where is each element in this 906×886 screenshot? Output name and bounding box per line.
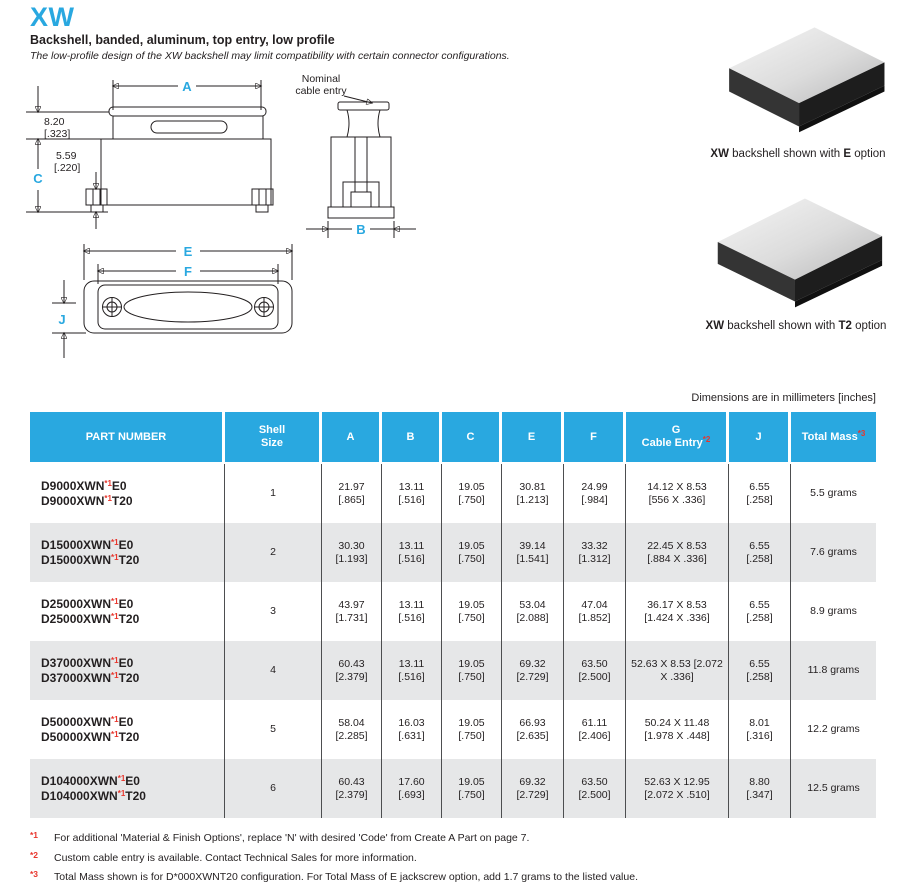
cell-g [626, 582, 729, 641]
mm: 19.05 [458, 539, 485, 552]
pn-line: D104000XWN$^{*1}$T20 [41, 788, 146, 803]
in: [1.312] [578, 552, 611, 565]
cell-f [564, 523, 626, 582]
dim-label-j: J [58, 312, 66, 327]
cell-a [322, 759, 382, 818]
in: [2.285] [335, 729, 368, 742]
pn-line: D25000XWN$^{*1}$E0 [41, 596, 134, 611]
cell-j [729, 641, 791, 700]
cell-c [442, 641, 502, 700]
in: [.750] [458, 552, 485, 565]
mm: 19.05 [458, 480, 485, 493]
caption-bold-t2: T2 [838, 320, 852, 332]
total-mass-cell: 5.5 grams [810, 487, 857, 499]
cell-b [382, 582, 442, 641]
pn-line: D37000XWN$^{*1}$T20 [41, 670, 140, 685]
mm: 13.11 [398, 598, 425, 611]
in: [2.379] [335, 670, 368, 683]
cell-a [322, 464, 382, 523]
part-number-cell [30, 700, 225, 759]
mm: 19.05 [458, 657, 485, 670]
in: [2.500] [578, 788, 611, 801]
in: [.693] [398, 788, 425, 801]
mm: 24.99 [581, 480, 608, 493]
front-view [26, 79, 273, 229]
cell-b [382, 464, 442, 523]
shell-size-cell: 1 [225, 464, 322, 523]
footnote-ref-1: *1 [111, 714, 119, 724]
total-mass-cell: 8.9 grams [810, 605, 857, 617]
pn-line: D9000XWN$^{*1}$T20 [41, 493, 133, 508]
shell-size-cell: 5 [225, 700, 322, 759]
in: [1.213] [516, 493, 549, 506]
in: X .336] [660, 670, 694, 683]
in: [.516] [398, 552, 425, 565]
mm: 13.11 [398, 539, 425, 552]
header-a: A [322, 412, 382, 462]
pn-line: D50000XWN$^{*1}$T20 [41, 729, 140, 744]
cable-entry-callout-line1: Nominal [301, 73, 341, 85]
footnote-ref-1: *1 [111, 729, 119, 739]
cell-j [729, 464, 791, 523]
page-title: XW [30, 2, 75, 32]
part-number-cell [30, 523, 225, 582]
in: [.347] [746, 788, 773, 801]
footnote-marker-1: *1 [30, 830, 39, 840]
cell-f [564, 464, 626, 523]
header-j: J [729, 412, 791, 462]
dim-820-mm: 8.20 [44, 116, 65, 128]
mm: 13.11 [398, 480, 425, 493]
header-f: F [564, 412, 626, 462]
mm: 58.04 [338, 716, 365, 729]
in: [.258] [746, 670, 773, 683]
cell-e [502, 759, 564, 818]
footnote-ref-2: *2 [702, 435, 711, 444]
in: [.258] [746, 552, 773, 565]
in: [2.072 X .510] [644, 788, 710, 801]
footnote-ref-1: *1 [117, 788, 126, 798]
mm: 19.05 [458, 775, 485, 788]
cell-f [564, 700, 626, 759]
shell-size-cell: 6 [225, 759, 322, 818]
mm: 8.80 [749, 775, 770, 788]
photo-caption-t2-option: XW backshell shown with T2 option [705, 320, 887, 332]
header-g-cable-entry: G Cable Entry$^{*2}$ [626, 412, 729, 462]
dimensions-table [30, 412, 876, 818]
table-row [30, 759, 876, 818]
compatibility-note: The low-profile design of the XW backshell may limit compatibility with certain connector configurations. [30, 50, 510, 62]
cell-c [442, 582, 502, 641]
table-header-row [30, 412, 876, 464]
part-number-cell [30, 641, 225, 700]
dim-label-a: A [182, 79, 192, 94]
part-number-cell [30, 582, 225, 641]
dim-label-f: F [184, 264, 192, 279]
cell-e [502, 700, 564, 759]
total-mass-cell: 12.2 grams [807, 723, 860, 735]
mm: 52.63 X 12.95 [644, 775, 710, 788]
footnote-ref-1: *1 [111, 611, 119, 621]
mm: 19.05 [458, 598, 485, 611]
dim-559-in: [.220] [54, 162, 81, 174]
footnote-ref-1: *1 [111, 655, 119, 665]
footnote-ref-1: *1 [104, 493, 112, 503]
mm: 6.55 [749, 657, 770, 670]
cell-j [729, 700, 791, 759]
pn-line: D25000XWN$^{*1}$T20 [41, 611, 140, 626]
mm: 61.11 [581, 716, 608, 729]
in: [2.729] [516, 670, 549, 683]
in: [.750] [458, 788, 485, 801]
mm: 39.14 [519, 539, 546, 552]
cell-e [502, 464, 564, 523]
shell-size-cell: 3 [225, 582, 322, 641]
in: [1.731] [335, 611, 368, 624]
mm: 50.24 X 11.48 [644, 716, 710, 729]
cell-b [382, 700, 442, 759]
mm: 36.17 X 8.53 [647, 598, 707, 611]
table-row [30, 523, 876, 582]
header-c: C [442, 412, 502, 462]
in: [1.978 X .448] [644, 729, 710, 742]
in: [2.635] [516, 729, 549, 742]
table-row [30, 582, 876, 641]
mm: 8.01 [749, 716, 770, 729]
total-mass-cell: 11.8 grams [807, 664, 860, 676]
header-part-number: PART NUMBER [30, 412, 225, 462]
footnote-1 [30, 827, 880, 847]
header-b: B [382, 412, 442, 462]
mm: 21.97 [338, 480, 365, 493]
in: [.258] [746, 493, 773, 506]
mm: 53.04 [519, 598, 546, 611]
pn-line: D15000XWN$^{*1}$T20 [41, 552, 140, 567]
dim-820-in: [.323] [44, 128, 71, 140]
cell-b [382, 641, 442, 700]
total-mass-cell: 12.5 grams [807, 782, 860, 794]
caption-bold-xw: XW [705, 320, 725, 332]
mm: 60.43 [338, 775, 365, 788]
cell-f [564, 582, 626, 641]
mm: 19.05 [458, 716, 485, 729]
total-mass-cell: 7.6 grams [810, 546, 857, 558]
mm: 6.55 [749, 539, 770, 552]
cell-f [564, 759, 626, 818]
pn-line: D104000XWN$^{*1}$E0 [41, 773, 140, 788]
mm: 33.32 [581, 539, 608, 552]
footnotes [30, 827, 880, 886]
footnote-text: Custom cable entry is available. Contact Technical Sales for more information. [54, 851, 417, 864]
in: [.516] [398, 493, 425, 506]
in: [.750] [458, 729, 485, 742]
in: [1.193] [335, 552, 368, 565]
in: [.631] [398, 729, 425, 742]
cell-b [382, 759, 442, 818]
mm: 30.81 [519, 480, 546, 493]
part-number-cell [30, 759, 225, 818]
cell-e [502, 523, 564, 582]
pn-line: D9000XWN$^{*1}$E0 [41, 478, 127, 493]
cell-f [564, 641, 626, 700]
product-photo-t2-option [692, 176, 896, 314]
cell-g [626, 464, 729, 523]
dim-559-mm: 5.59 [56, 150, 77, 162]
in: [.516] [398, 611, 425, 624]
mm: 13.11 [398, 657, 425, 670]
in: [.865] [338, 493, 365, 506]
in: [.516] [398, 670, 425, 683]
photo-caption-e-option: XW backshell shown with E option [710, 148, 886, 160]
header-total-mass: Total Mass$^{*3}$ [791, 412, 876, 462]
footnote-text: Total Mass shown is for D*000XWNT20 configuration. For Total Mass of E jackscrew option, add 1.7 grams to the listed value. [54, 871, 638, 883]
footnote-3 [30, 866, 880, 886]
cell-c [442, 523, 502, 582]
caption-bold-e: E [843, 148, 852, 160]
table-row [30, 464, 876, 523]
in: [1.852] [578, 611, 611, 624]
mm: 6.55 [749, 598, 770, 611]
units-note: Dimensions are in millimeters [inches] [691, 392, 876, 404]
bottom-view [52, 244, 292, 358]
table-row [30, 700, 876, 759]
mm: 6.55 [749, 480, 770, 493]
mm: 22.45 X 8.53 [647, 539, 707, 552]
dimension-diagram [8, 70, 438, 362]
cell-a [322, 523, 382, 582]
mm: 16.03 [398, 716, 425, 729]
in: [.984] [581, 493, 608, 506]
cell-e [502, 641, 564, 700]
in: [556 X .336] [648, 493, 706, 506]
footnote-ref-1: *1 [111, 537, 119, 547]
header-shell-size: Shell Size [225, 412, 322, 462]
in: [2.729] [516, 788, 549, 801]
footnote-ref-1: *1 [104, 478, 112, 488]
in: [.750] [458, 493, 485, 506]
in: [.884 X .336] [647, 552, 707, 565]
footnote-ref-1: *1 [111, 596, 119, 606]
mm: 66.93 [519, 716, 546, 729]
mm: 69.32 [519, 775, 546, 788]
dim-label-c: C [33, 171, 43, 186]
cell-a [322, 641, 382, 700]
footnote-marker-3: *3 [30, 869, 39, 879]
cell-c [442, 759, 502, 818]
product-photo-e-option [700, 6, 900, 144]
mm: 14.12 X 8.53 [647, 480, 707, 493]
pn-line: D15000XWN$^{*1}$E0 [41, 537, 134, 552]
pn-line: D50000XWN$^{*1}$E0 [41, 714, 134, 729]
footnote-ref-3: *3 [857, 428, 866, 438]
footnote-2 [30, 847, 880, 867]
cell-j [729, 759, 791, 818]
cell-c [442, 464, 502, 523]
in: [.316] [746, 729, 773, 742]
cell-c [442, 700, 502, 759]
in: [.750] [458, 670, 485, 683]
cell-j [729, 582, 791, 641]
in: [2.088] [516, 611, 549, 624]
mm: 47.04 [581, 598, 608, 611]
in: [.750] [458, 611, 485, 624]
mm: 17.60 [398, 775, 425, 788]
mm: 30.30 [338, 539, 365, 552]
cell-a [322, 700, 382, 759]
shell-size-cell: 2 [225, 523, 322, 582]
dim-label-b: B [356, 222, 366, 237]
footnote-ref-1: *1 [117, 773, 126, 783]
dim-label-e: E [183, 244, 193, 259]
pn-line: D37000XWN$^{*1}$E0 [41, 655, 134, 670]
mm: 69.32 [519, 657, 546, 670]
header-e: E [502, 412, 564, 462]
footnote-ref-1: *1 [111, 670, 119, 680]
in: [1.541] [516, 552, 549, 565]
cell-g [626, 759, 729, 818]
cell-g [626, 700, 729, 759]
in: [2.406] [578, 729, 611, 742]
part-number-cell [30, 464, 225, 523]
table-row [30, 641, 876, 700]
in: [2.379] [335, 788, 368, 801]
shell-size-cell: 4 [225, 641, 322, 700]
mm: 63.50 [581, 657, 608, 670]
cable-entry-callout-line2: cable entry [295, 85, 347, 97]
caption-bold-xw: XW [710, 148, 729, 160]
side-view [295, 73, 416, 238]
in: [1.424 X .336] [644, 611, 710, 624]
mm: 52.63 X 8.53 [2.072 [631, 657, 723, 670]
cell-g [626, 523, 729, 582]
footnote-text: For additional 'Material & Finish Options', replace 'N' with desired 'Code' from Create A Part on page 7. [54, 832, 530, 844]
cell-g [626, 641, 729, 700]
cell-a [322, 582, 382, 641]
in: [.258] [746, 611, 773, 624]
page-subtitle: Backshell, banded, aluminum, top entry, low profile [30, 33, 335, 47]
mm: 63.50 [581, 775, 608, 788]
mm: 60.43 [338, 657, 365, 670]
cell-j [729, 523, 791, 582]
cell-e [502, 582, 564, 641]
cell-b [382, 523, 442, 582]
in: [2.500] [578, 670, 611, 683]
mm: 43.97 [338, 598, 365, 611]
footnote-marker-2: *2 [30, 849, 39, 860]
footnote-ref-1: *1 [111, 552, 119, 562]
